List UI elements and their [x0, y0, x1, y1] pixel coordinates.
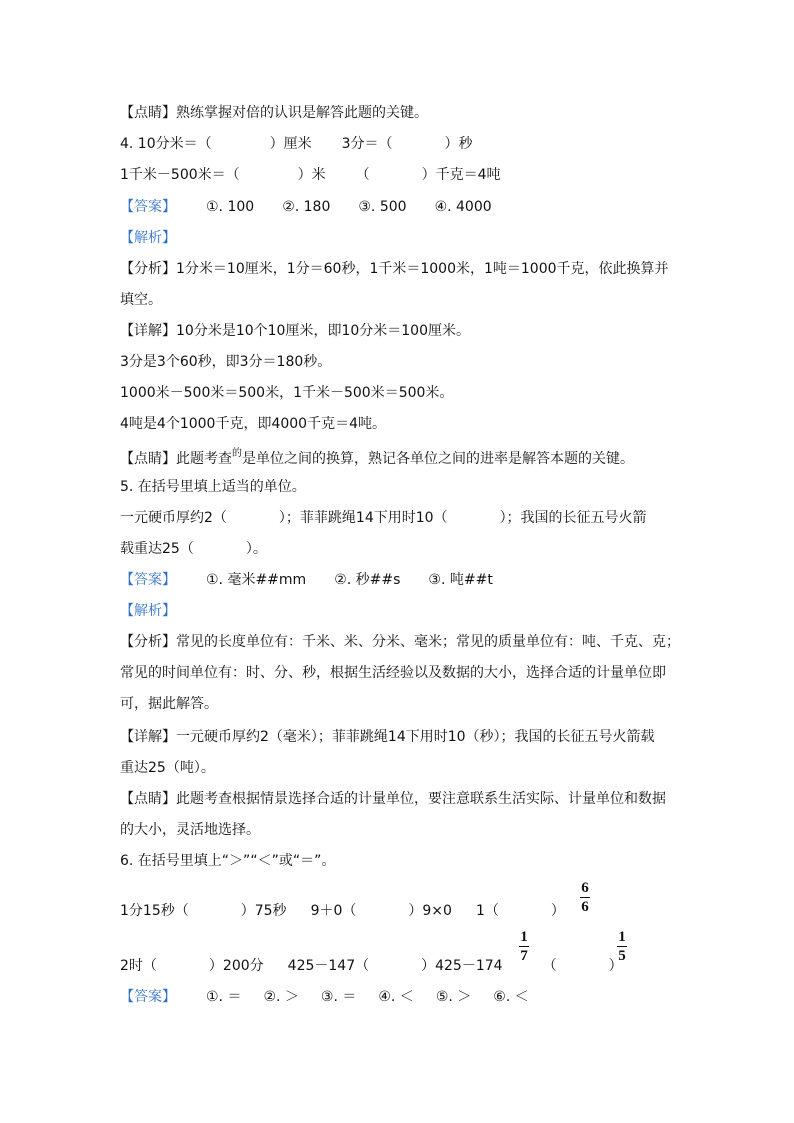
- q5-answer-2: ②. 秒##s: [334, 572, 401, 588]
- q5-line2-a: 载重达25（: [120, 541, 194, 557]
- q6-row1-f: ）: [550, 903, 565, 919]
- q4-answer: [120, 197, 492, 217]
- q6-answer-1: ①. ＝: [206, 989, 242, 1005]
- q6-row1-e: 1（: [475, 903, 499, 919]
- q5-xiangjie-1: 【详解】一元硬币厚约2（毫米）；菲菲跳绳14下用时10（秒）；我国的长征五号火箭载: [120, 729, 655, 745]
- q5-tip-1: 【点睛】此题考查根据情景选择合适的计量单位，要注意联系生活实际、计量单位和数据: [120, 791, 666, 807]
- frac1-den: 6: [581, 899, 589, 915]
- q5-line2: [120, 539, 267, 559]
- q4-line1-b: ）厘米: [269, 136, 312, 152]
- q4-xiangjie-2: 3分是3个60秒，即3分＝180秒。: [120, 354, 332, 370]
- answer-label: 【答案】: [120, 199, 176, 215]
- q5-fenxi-2: 常见的时间单位有：时、分、秒，根据生活经验以及数据的大小，选择合适的计量单位即: [120, 665, 666, 681]
- frac3-den: 5: [618, 948, 626, 964]
- fraction-bar: [580, 897, 590, 898]
- q4-xiangjie-1: 【详解】10分米是10个10厘米，即10分米＝100厘米。: [120, 323, 470, 339]
- q6-row1: [120, 901, 565, 921]
- q5-answer: [120, 570, 493, 590]
- q6-answer: [120, 987, 529, 1007]
- q4-line1-a: 4. 10分米＝（: [120, 136, 212, 152]
- answer-label: 【答案】: [120, 572, 176, 588]
- q6-answer-4: ④. ＜: [378, 989, 414, 1005]
- q6-row2-c: 425－147（: [287, 958, 370, 974]
- q5-analysis-label: 【解析】: [120, 603, 176, 619]
- q4-tip-a: 【点睛】此题考查: [120, 451, 232, 467]
- q5-answer-3: ③. 吨##t: [428, 572, 493, 588]
- fraction-6-6: [580, 880, 590, 915]
- answer-label: 【答案】: [120, 989, 176, 1005]
- q4-tip-b: 是单位之间的换算，熟记各单位之间的进率是解答本题的关键。: [242, 451, 634, 467]
- q4-line1-c: 3分＝（: [341, 136, 393, 152]
- q4-line2-d: ）千克＝4吨: [421, 167, 501, 183]
- q6-row2-f: ）: [608, 958, 623, 974]
- q4-line2-b: ）米: [297, 167, 326, 183]
- q4-line1-d: ）秒: [444, 136, 473, 152]
- q6-row2-e: （: [542, 958, 557, 974]
- q5-line1-b: ）；菲菲跳绳14下用时10（: [278, 510, 448, 526]
- q5-tip-2: 的大小，灵活地选择。: [120, 822, 260, 838]
- fraction-1-5: [617, 929, 627, 964]
- q4-xiangjie-3: 1000米－500米＝500米，1千米－500米＝500米。: [120, 385, 454, 401]
- q4-analysis-label: 【解析】: [120, 230, 176, 246]
- q6-row2-b: ）200分: [208, 958, 264, 974]
- q5-line1-c: ）；我国的长征五号火箭: [499, 510, 647, 526]
- q4-fenxi-1: 【分析】1分米＝10厘米，1分＝60秒，1千米＝1000米，1吨＝1000千克，依此换算并: [120, 261, 669, 277]
- q5-xiangjie-2: 重达25（吨）。: [120, 760, 215, 776]
- q5-line1-a: 一元硬币厚约2（: [120, 510, 227, 526]
- q6-row1-a: 1分15秒（: [120, 903, 189, 919]
- q6-row2-a: 2时（: [120, 958, 157, 974]
- q4-line2: [120, 165, 501, 185]
- fraction-bar: [519, 946, 529, 947]
- q6-row2-d: ）425－174: [421, 958, 503, 974]
- q4-tip-de: 的: [232, 448, 242, 459]
- frac3-num: 1: [618, 929, 626, 945]
- q6-row2: [120, 956, 623, 976]
- q5-title: 5. 在括号里填上适当的单位。: [120, 479, 306, 495]
- frac2-den: 7: [520, 948, 528, 964]
- q4-answer-2: ②. 180: [282, 199, 331, 215]
- q5-line2-b: ）。: [245, 541, 267, 557]
- q4-tip: [120, 449, 634, 471]
- fraction-1-7: [519, 929, 529, 964]
- q6-answer-3: ③. ＝: [320, 989, 357, 1005]
- frac2-num: 1: [520, 929, 528, 945]
- q5-fenxi-3: 可，据此解答。: [120, 696, 218, 712]
- q5-line1: [120, 508, 647, 528]
- q5-answer-1: ①. 毫米##mm: [206, 572, 307, 588]
- q4-fenxi-2: 填空。: [120, 292, 162, 308]
- q4-line1: [120, 134, 473, 154]
- q4-xiangjie-4: 4吨是4个1000千克，即4000千克＝4吨。: [120, 416, 386, 432]
- q5-fenxi-1: 【分析】常见的长度单位有：千米、米、分米、毫米；常见的质量单位有：吨、千克、克；: [120, 634, 680, 650]
- q6-title: 6. 在括号里填上“＞”“＜”或“＝”。: [120, 853, 336, 869]
- frac1-num: 6: [581, 880, 589, 896]
- q4-answer-3: ③. 500: [358, 199, 407, 215]
- q4-line2-c: （: [355, 167, 370, 183]
- q6-row1-b: ）75秒: [240, 903, 287, 919]
- q6-row1-d: ）9×0: [408, 903, 452, 919]
- q4-answer-1: ①. 100: [206, 199, 255, 215]
- q6-answer-5: ⑤. ＞: [435, 989, 472, 1005]
- q6-answer-2: ②. ＞: [263, 989, 299, 1005]
- fraction-bar: [617, 946, 627, 947]
- q4-line2-a: 1千米－500米＝（: [120, 167, 240, 183]
- q4-answer-4: ④. 4000: [434, 199, 492, 215]
- q6-row1-c: 9＋0（: [310, 903, 357, 919]
- q3-tip: 【点睛】熟练掌握对倍的认识是解答此题的关键。: [120, 105, 428, 121]
- q6-answer-6: ⑥. ＜: [493, 989, 529, 1005]
